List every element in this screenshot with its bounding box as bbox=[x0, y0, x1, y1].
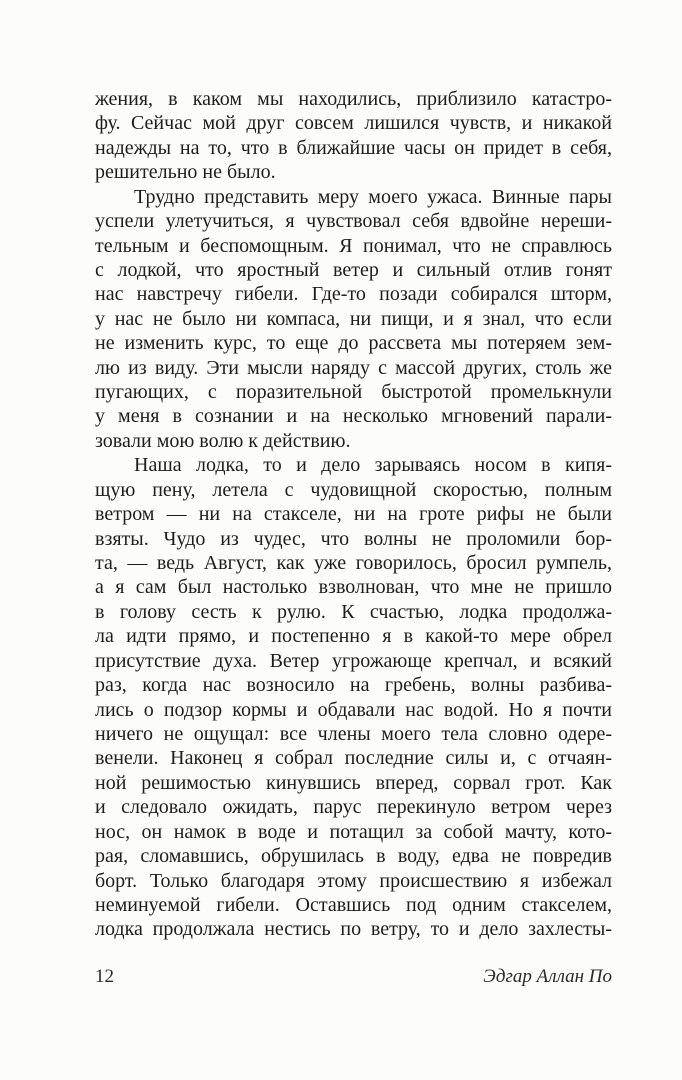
text-line: надежды на то, что в ближайшие часы он придет в себя, bbox=[95, 136, 612, 159]
text-line: лись о подзор кормы и обдавали нас водой. Но я почти bbox=[95, 698, 612, 721]
text-line: зовали мою волю к действию. bbox=[95, 429, 351, 452]
text-line: лодка продолжала нестись по ветру, то и дело захлесты- bbox=[95, 918, 612, 941]
text-line: тельным и беспомощным. Я понимал, что не справлюсь bbox=[95, 234, 612, 257]
running-title-author: Эдгар Аллан По bbox=[483, 966, 612, 987]
text-line: жения, в каком мы находились, приблизило катастро- bbox=[95, 88, 612, 110]
text-line: фу. Сейчас мой друг совсем лишился чувств, и никакой bbox=[95, 112, 612, 135]
text-line: у меня в сознании и на несколько мгновений парали- bbox=[95, 405, 612, 428]
page-footer bbox=[95, 966, 612, 988]
text-line: у нас не было ни компаса, ни пищи, и я знал, что если bbox=[95, 307, 612, 330]
text-line: с лодкой, что яростный ветер и сильный отлив гонят bbox=[95, 258, 612, 281]
text-line: пугающих, с поразительной быстротой промелькнули bbox=[95, 381, 612, 404]
text-line: а я сам был настолько взволнован, что мне не пришло bbox=[95, 576, 612, 599]
text-line: взяты. Чудо из чудес, что волны не проломили бор- bbox=[95, 527, 612, 550]
text-line: Трудно представить меру моего ужаса. Винные пары bbox=[134, 185, 612, 208]
page-text bbox=[95, 87, 612, 942]
text-line: та, — ведь Август, как уже говорилось, бросил румпель, bbox=[95, 552, 612, 575]
text-line: ла идти прямо, и постепенно я в какой-то мере обрел bbox=[95, 625, 612, 648]
text-line: в голову сесть к рулю. К счастью, лодка продолжа- bbox=[95, 600, 612, 623]
text-line: неминуемой гибели. Оставшись под одним стакселем, bbox=[95, 893, 612, 916]
page-number: 12 bbox=[95, 966, 114, 987]
text-line: Наша лодка, то и дело зарываясь носом в кипя- bbox=[134, 454, 612, 477]
text-line: венели. Наконец я собрал последние силы и, с отчаян- bbox=[95, 747, 612, 770]
text-line: щую пену, летела с чудовищной скоростью, полным bbox=[95, 478, 612, 501]
text-line: не изменить курс, то еще до рассвета мы потеряем зем- bbox=[95, 332, 612, 355]
text-line: присутствие духа. Ветер угрожающе крепчал, и всякий bbox=[95, 649, 612, 672]
text-line: ветром — ни на стакселе, ни на гроте рифы не были bbox=[95, 503, 612, 526]
text-line: решительно не было. bbox=[95, 161, 276, 184]
text-line: нас навстречу гибели. Где-то позади собирался шторм, bbox=[95, 283, 612, 306]
text-line: лю из виду. Эти мысли наряду с массой других, столь же bbox=[95, 356, 612, 379]
text-line: ничего не ощущал: все члены моего тела словно одере- bbox=[95, 722, 612, 745]
text-line: успели улетучиться, я чувствовал себя вдвойне нереши- bbox=[95, 210, 612, 233]
text-line: и следовало ожидать, парус перекинуло ветром через bbox=[95, 796, 612, 819]
text-line: ной решимостью кинувшись вперед, сорвал грот. Как bbox=[95, 771, 612, 794]
text-line: раз, когда нас возносило на гребень, волны разбива- bbox=[95, 674, 612, 697]
text-line: борт. Только благодаря этому происшествию я избежал bbox=[95, 869, 612, 892]
text-line: нос, он намок в воде и потащил за собой мачту, кото- bbox=[95, 820, 612, 843]
text-line: рая, сломавшись, обрушилась в воду, едва не повредив bbox=[95, 845, 612, 868]
